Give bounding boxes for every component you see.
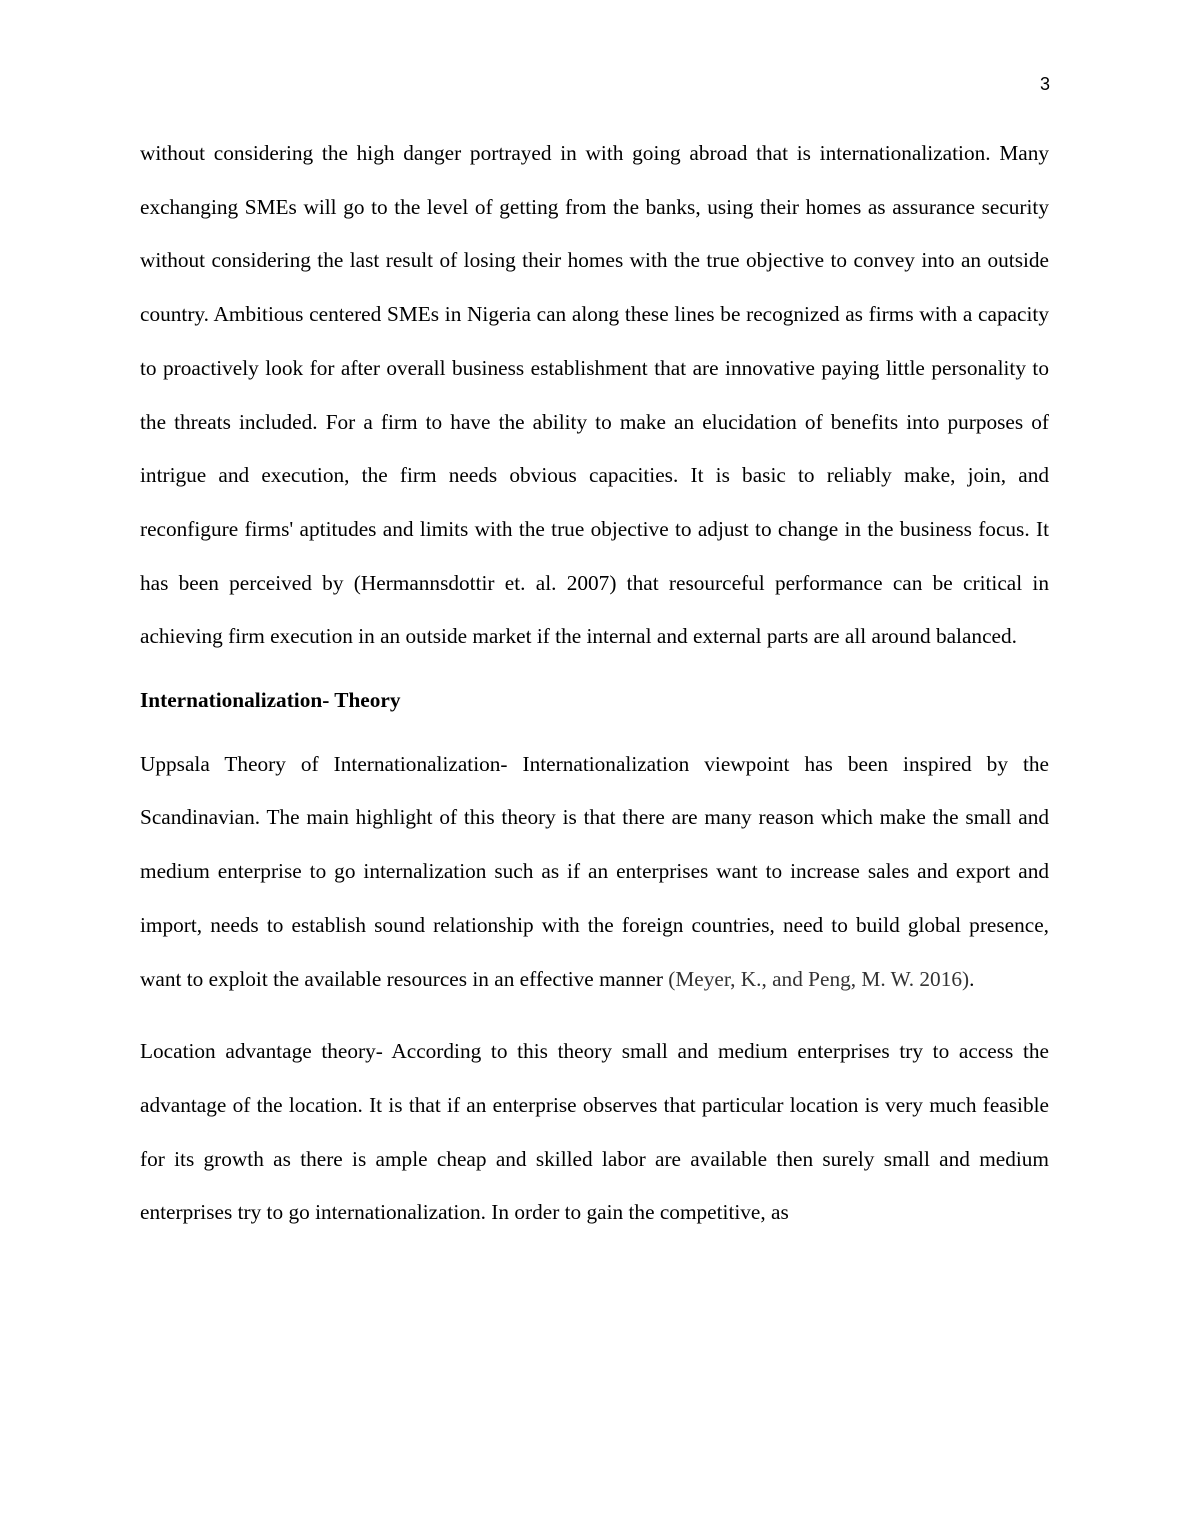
paragraph-uppsala-theory — [140, 738, 1049, 1007]
paragraph-internationalization-risk: without considering the high danger portrayed in with going abroad that is internationalization. Many exchanging SMEs will go to the level of getting from the banks, using their homes as assurance security without considering the last result of losing their homes with the true objective to convey into an outside country. Ambitious centered SMEs in Nigeria can along these lines be recognized as firms with a capacity to proactively look for after overall business establishment that are innovative paying little personality to the threats included. For a firm to have the ability to make an elucidation of benefits into purposes of intrigue and execution, the firm needs obvious capacities. It is basic to reliably make, join, and reconfigure firms' aptitudes and limits with the true objective to adjust to change in the business focus. It has been perceived by (Hermannsdottir et. al. 2007) that resourceful performance can be critical in achieving firm execution in an outside market if the internal and external parts are all around balanced. — [140, 141, 1049, 649]
document-body — [140, 127, 1049, 1240]
citation-meyer-peng: (Meyer, K., and Peng, M. W. 2016) — [668, 966, 970, 991]
page-number: 3 — [1039, 74, 1050, 94]
paragraph-location-advantage-theory: Location advantage theory- According to this theory small and medium enterprises try to access the advantage of the location. It is that if an enterprise observes that particular location is very much feasible for its growth as there is ample cheap and skilled labor are available then surely small and medium enterprises try to go internationalization. In order to gain the competitive, as — [140, 1039, 1049, 1225]
section-heading: Internationalization- Theory — [140, 688, 401, 713]
paragraph-uppsala-text: Uppsala Theory of Internationalization- Internationalization viewpoint has been inspired by the Scandinavian. The main highlight of this theory is that there are many reason which make the small and medium enterprise to go internalization such as if an enterprises want to increase sales and export and import, needs to establish sound relationship with the foreign countries, need to build global presence, want to exploit the available resources in an effective manner — [140, 751, 1049, 991]
paragraph-uppsala-end: . — [969, 966, 975, 991]
